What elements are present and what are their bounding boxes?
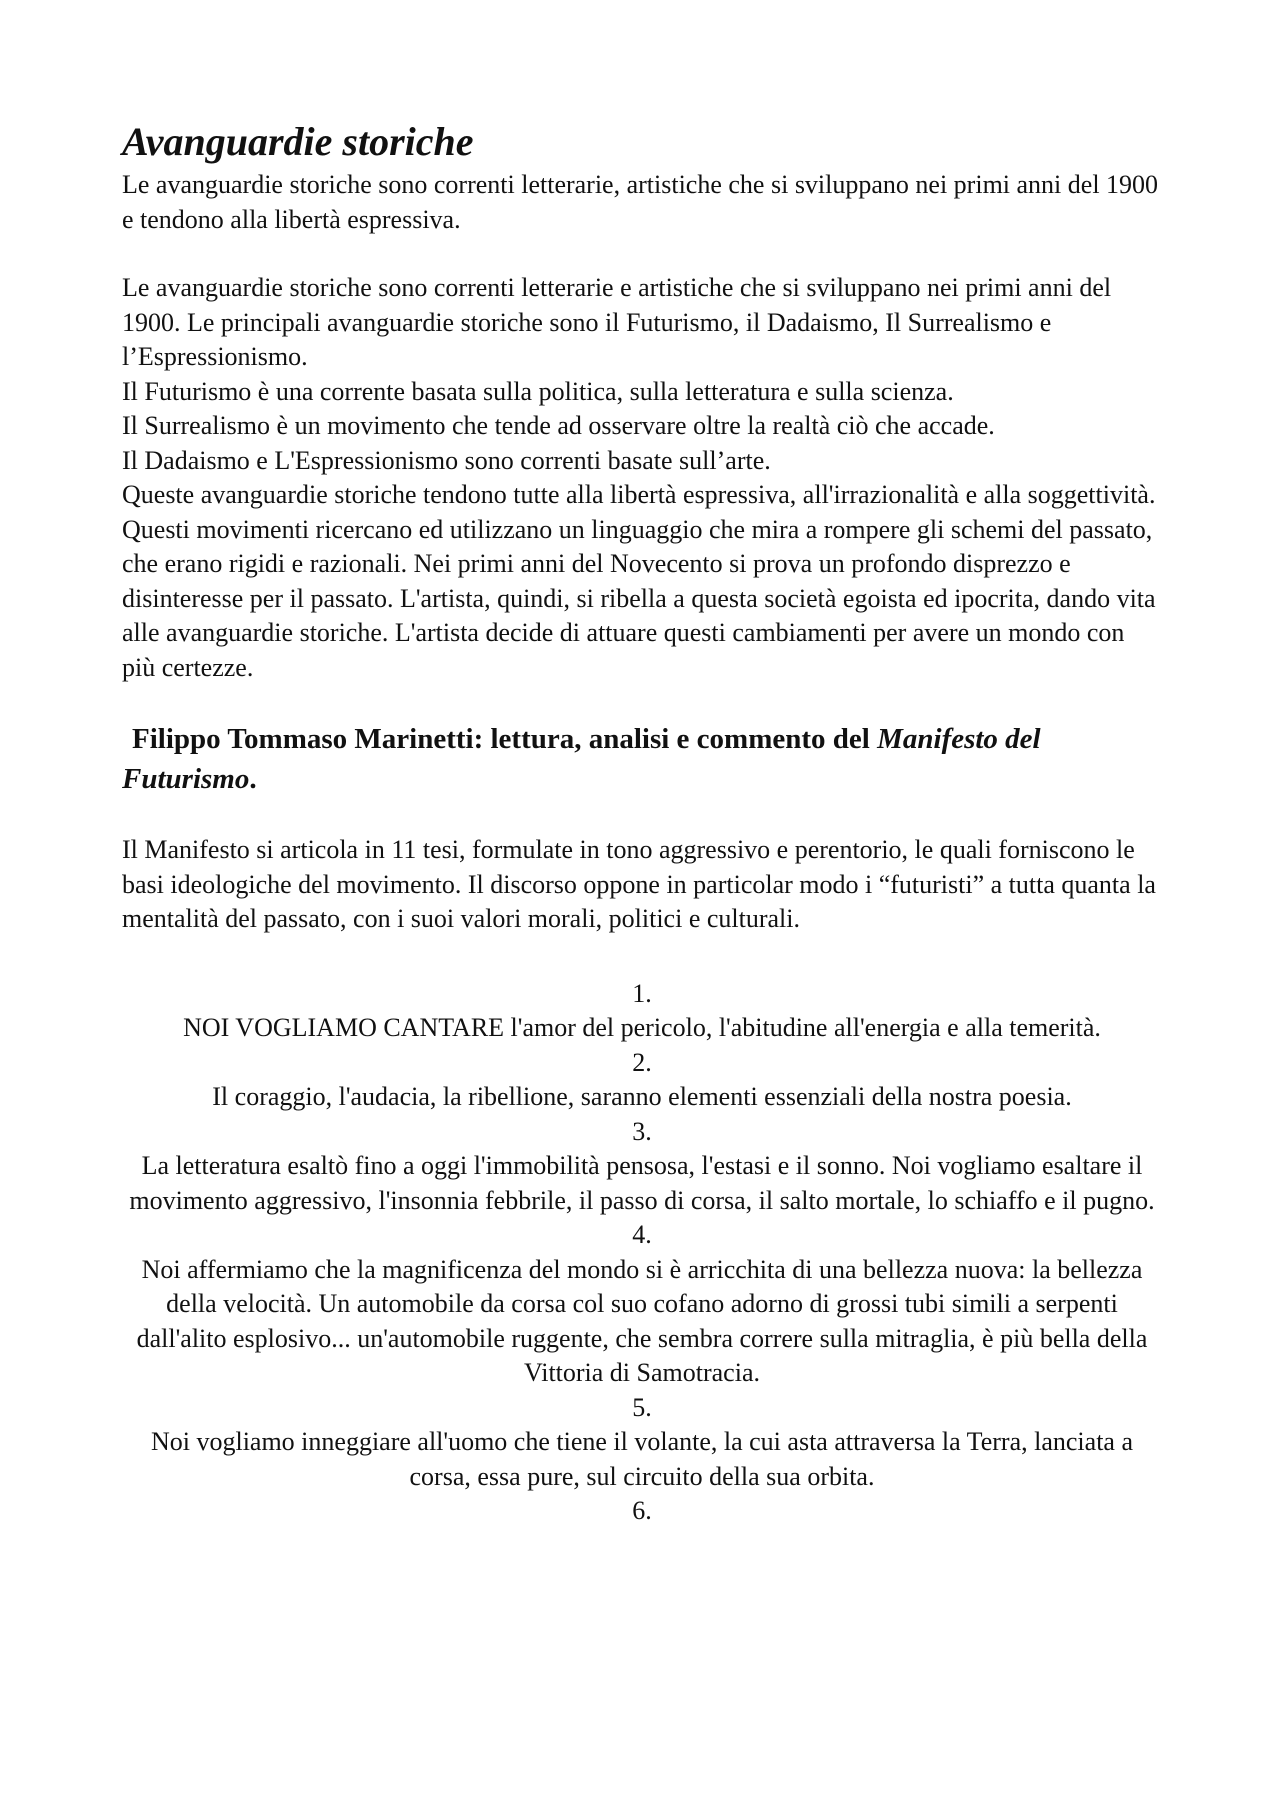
document-page	[122, 118, 1162, 1529]
thesis-item	[122, 977, 1162, 1046]
section-heading	[122, 719, 1162, 799]
thesis-number: 3.	[632, 1116, 652, 1146]
thesis-number: 6.	[632, 1496, 652, 1525]
thesis-number: 1.	[632, 978, 652, 1008]
thesis-item	[122, 1115, 1162, 1219]
thesis-text: Il coraggio, l'audacia, la ribellione, saranno elementi essenziali della nostra poesia.	[212, 1082, 1072, 1111]
page-title: Avanguardie storiche	[122, 119, 474, 164]
body-paragraph-5: Queste avanguardie storiche tendono tutte alla libertà espressiva, all'irrazionalità e alla soggettività.	[122, 480, 1156, 509]
thesis-number: 2.	[632, 1047, 652, 1077]
spacer	[122, 685, 1162, 719]
section-heading-suffix: .	[249, 763, 257, 795]
spacer	[122, 799, 1162, 833]
thesis-item	[122, 1391, 1162, 1495]
thesis-item	[122, 1218, 1162, 1391]
body-paragraph-2: Il Futurismo è una corrente basata sulla politica, sulla letteratura e sulla scienza.	[122, 376, 954, 406]
body-paragraph-4: Il Dadaismo e L'Espressionismo sono correnti basate sull’arte.	[122, 445, 771, 475]
intro-paragraph: Le avanguardie storiche sono correnti letterarie, artistiche che si sviluppano nei primi anni del 1900 e tendono alla libertà espressiva.	[122, 170, 1159, 234]
thesis-text: Noi affermiamo che la magnificenza del mondo si è arricchita di una bellezza nuova: la bellezza della velocità. Un automobile da corsa col suo cofano adorno di grossi tubi simili a serpenti dall'alito esplosivo... un'automobile ruggente, che sembra correre sulla mitraglia, è più bella della Vittoria di Samotracia.	[136, 1254, 1148, 1387]
spacer	[122, 937, 1162, 977]
body-paragraph-1: Le avanguardie storiche sono correnti letterarie e artistiche che si sviluppano nei primi anni del 1900. Le principali avanguardie storiche sono il Futurismo, il Dadaismo, Il Surrealismo e l’Espressionismo.	[122, 273, 1112, 371]
thesis-text: La letteratura esaltò fino a oggi l'immobilità pensosa, l'estasi e il sonno. Noi vogliamo esaltare il movimento aggressivo, l'insonnia febbrile, il passo di corsa, il salto mortale, lo schiaffo e il pugno.	[129, 1151, 1155, 1215]
thesis-item	[122, 1046, 1162, 1115]
section-heading-prefix: Filippo Tommaso Marinetti: lettura, analisi e commento del	[132, 723, 878, 755]
thesis-item	[122, 1494, 1162, 1529]
body-paragraph-6: Questi movimenti ricercano ed utilizzano un linguaggio che mira a rompere gli schemi del passato, che erano rigidi e razionali. Nei primi anni del Novecento si prova un profondo disprezzo e disinteresse per il passato. L'artista, quindi, si ribella a questa società egoista ed ipocrita, dando vita alle avanguardie storiche. L'artista decide di attuare questi cambiamenti per avere un mondo con più certezze.	[122, 514, 1156, 682]
section-heading-italic: Manifesto del Futurismo	[122, 723, 1041, 795]
thesis-number: 4.	[632, 1220, 652, 1249]
section-intro-paragraph: Il Manifesto si articola in 11 tesi, formulate in tono aggressivo e perentorio, le quali forniscono le basi ideologiche del movimento. Il discorso oppone in particolar modo i “futuristi” a tutta quanta la mentalità del passato, con i suoi valori morali, politici e culturali.	[122, 835, 1156, 933]
thesis-text: NOI VOGLIAMO CANTARE l'amor del pericolo, l'abitudine all'energia e alla temerità.	[183, 1013, 1101, 1042]
spacer	[122, 237, 1162, 271]
thesis-number: 5.	[632, 1392, 652, 1422]
thesis-text: Noi vogliamo inneggiare all'uomo che tiene il volante, la cui asta attraversa la Terra, lanciata a corsa, essa pure, sul circuito della sua orbita.	[150, 1427, 1134, 1491]
body-paragraph-3: Il Surrealismo è un movimento che tende ad osservare oltre la realtà ciò che accade.	[122, 411, 995, 440]
